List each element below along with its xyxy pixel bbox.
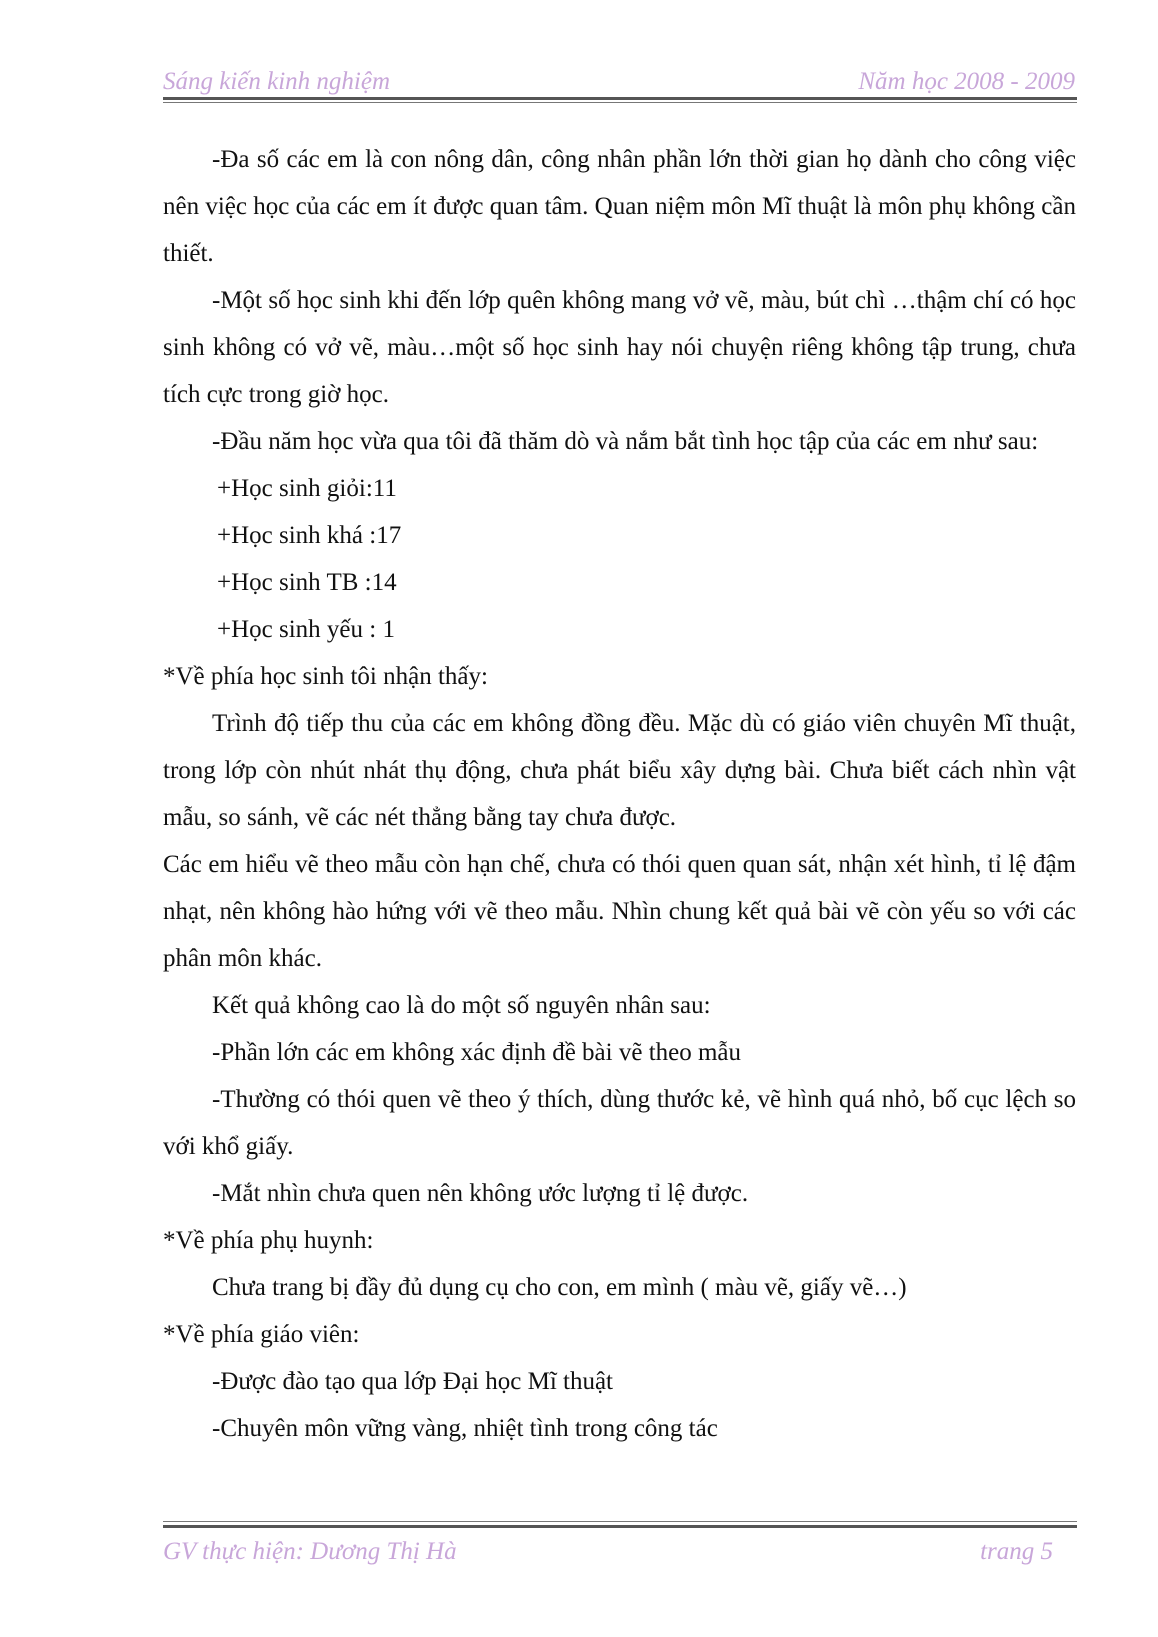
paragraph: -Được đào tạo qua lớp Đại học Mĩ thuật: [212, 1368, 614, 1395]
stat-item: +Học sinh giỏi:11: [217, 475, 397, 502]
paragraph: Chưa trang bị đầy đủ dụng cụ cho con, em mình ( màu vẽ, giấy vẽ…): [212, 1274, 907, 1301]
stat-item: +Học sinh yếu : 1: [217, 616, 395, 643]
footer-page-number: trang 5: [980, 1538, 1053, 1565]
paragraph: -Thường có thói quen vẽ theo ý thích, dùng thước kẻ, vẽ hình quá nhỏ, bố cục lệch so với khổ giấy.: [163, 1086, 1076, 1160]
paragraph: -Phần lớn các em không xác định đề bài vẽ theo mẫu: [212, 1039, 742, 1066]
header-school-year: Năm học 2008 - 2009: [858, 68, 1075, 95]
header-rule-thin: [163, 102, 1077, 103]
section-heading-parents: *Về phía phụ huynh:: [163, 1227, 374, 1254]
stat-item: +Học sinh TB :14: [217, 569, 397, 596]
page-footer: [163, 1538, 1053, 1574]
page-body: [163, 136, 1076, 1452]
section-heading-teacher: *Về phía giáo viên:: [163, 1321, 360, 1348]
paragraph: Trình độ tiếp thu của các em không đồng đều. Mặc dù có giáo viên chuyên Mĩ thuật, trong lớp còn nhút nhát thụ động, chưa phát biểu xây dựng bài. Chưa biết cách nhìn vật mẫu, so sánh, vẽ các nét thẳng bằng tay chưa được.: [163, 710, 1076, 831]
footer-author: GV thực hiện: Dương Thị Hà: [163, 1538, 457, 1565]
section-heading-students: *Về phía học sinh tôi nhận thấy:: [163, 663, 488, 690]
paragraph: -Mắt nhìn chưa quen nên không ước lượng tỉ lệ được.: [212, 1180, 749, 1207]
paragraph: Các em hiểu vẽ theo mẫu còn hạn chế, chưa có thói quen quan sát, nhận xét hình, tỉ lệ đậm nhạt, nên không hào hứng với vẽ theo mẫu. Nhìn chung kết quả bài vẽ còn yếu so với các phân môn khác.: [163, 851, 1076, 972]
stat-item: +Học sinh khá :17: [217, 522, 402, 549]
footer-rule: [163, 1525, 1077, 1528]
footer-rule-thin: [163, 1521, 1077, 1522]
paragraph: -Đa số các em là con nông dân, công nhân phần lớn thời gian họ dành cho công việc nên việc học của các em ít được quan tâm. Quan niệm môn Mĩ thuật là môn phụ không cần thiết.: [163, 146, 1076, 267]
paragraph: Kết quả không cao là do một số nguyên nhân sau:: [212, 992, 711, 1019]
paragraph: -Một số học sinh khi đến lớp quên không mang vở vẽ, màu, bút chì …thậm chí có học sinh không có vở vẽ, màu…một số học sinh hay nói chuyện riêng không tập trung, chưa tích cực trong giờ học.: [163, 287, 1076, 408]
paragraph: -Đầu năm học vừa qua tôi đã thăm dò và nắm bắt tình học tập của các em như sau:: [212, 428, 1039, 455]
header-rule: [163, 97, 1077, 100]
paragraph: -Chuyên môn vững vàng, nhiệt tình trong công tác: [212, 1415, 718, 1442]
header-title: Sáng kiến kinh nghiệm: [163, 68, 391, 95]
